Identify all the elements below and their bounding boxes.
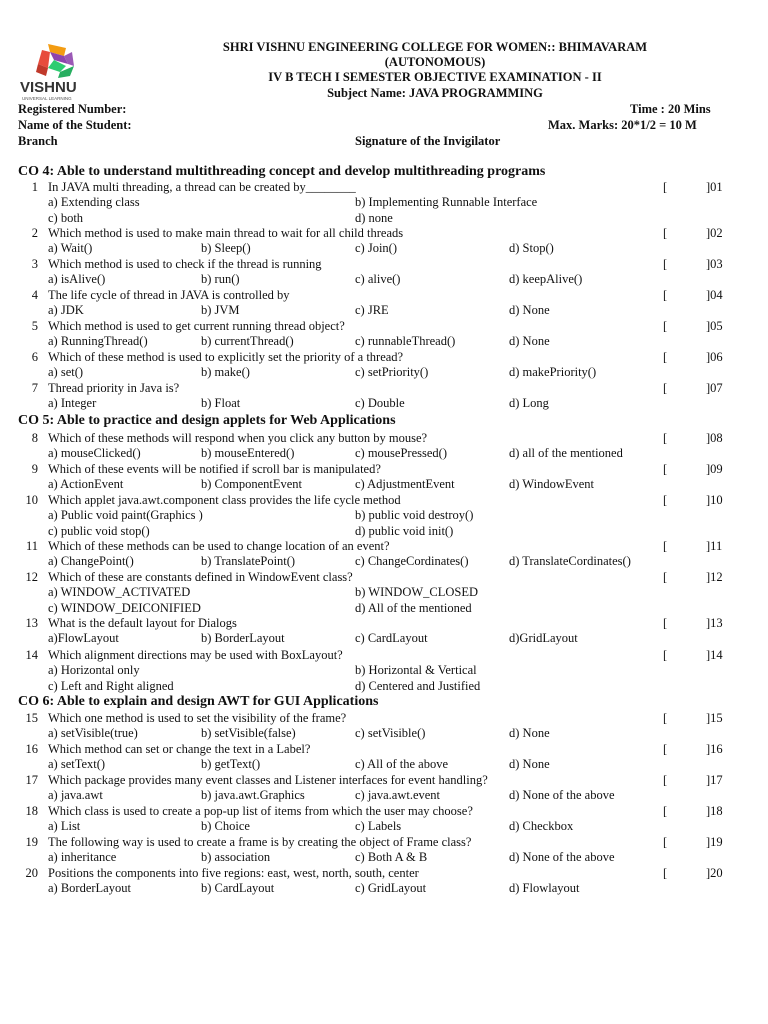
option-c: c) Double: [355, 396, 405, 410]
question-row: [18, 288, 738, 304]
question-number: 2: [31, 226, 38, 240]
answer-bracket-open: [: [663, 431, 668, 445]
answer-bracket-open: [: [663, 350, 668, 364]
answer-bracket-open: [: [663, 319, 668, 333]
option-a: a) Public void paint(Graphics ): [48, 508, 203, 522]
option-d: d) public void init(): [355, 524, 454, 538]
option-c: c) ChangeCordinates(): [355, 554, 469, 568]
question-number: 5: [31, 319, 38, 333]
answer-bracket-ref: ]04: [706, 288, 723, 302]
option-b: b) Sleep(): [201, 241, 251, 255]
question-row: [18, 462, 738, 478]
svg-text:UNIVERSAL LEARNING: UNIVERSAL LEARNING: [22, 96, 72, 101]
question-number: 18: [25, 804, 38, 818]
question-number: 1: [31, 180, 38, 194]
option-a: a) ChangePoint(): [48, 554, 134, 568]
question-number: 17: [25, 773, 38, 787]
answer-bracket-ref: ]20: [706, 866, 723, 880]
option-c: c) java.awt.event: [355, 788, 441, 802]
option-b: b) Choice: [201, 819, 250, 833]
option-c: c) CardLayout: [355, 631, 428, 645]
option-b: b) WINDOW_CLOSED: [355, 585, 479, 599]
option-d: d) Centered and Justified: [355, 679, 481, 693]
answer-bracket-open: [: [663, 288, 668, 302]
subject-name: Subject Name: JAVA PROGRAMMING: [327, 86, 543, 100]
answer-bracket-ref: ]15: [706, 711, 723, 725]
question-number: 11: [25, 539, 38, 553]
question-text: Which of these methods will respond when you click any button by mouse?: [48, 431, 428, 445]
option-c: c) WINDOW_DEICONIFIED: [48, 601, 201, 615]
option-b: b) ComponentEvent: [201, 477, 303, 491]
question-text: Which of these events will be notified if scroll bar is manipulated?: [48, 462, 381, 476]
answer-bracket-open: [: [663, 648, 668, 662]
svg-text:VISHNU: VISHNU: [20, 79, 77, 96]
option-b: b) make(): [201, 365, 250, 379]
option-a: a) Extending class: [48, 195, 140, 209]
option-d: d) Long: [509, 396, 549, 410]
question-text: In JAVA multi threading, a thread can be created by________: [48, 180, 356, 194]
option-c: c) Left and Right aligned: [48, 679, 174, 693]
option-a: a) JDK: [48, 303, 84, 317]
question-text: Which method can set or change the text in a Label?: [48, 742, 311, 756]
answer-bracket-open: [: [663, 180, 668, 194]
question-text: Which method is used to get current running thread object?: [48, 319, 345, 333]
option-a: a) mouseClicked(): [48, 446, 141, 460]
answer-bracket-open: [: [663, 804, 668, 818]
question-text: Which of these methods can be used to change location of an event?: [48, 539, 390, 553]
option-d: d) Checkbox: [509, 819, 574, 833]
question-number: 6: [31, 350, 38, 364]
option-a: a) setText(): [48, 757, 106, 771]
question-row: [18, 648, 738, 664]
option-a: a) inheritance: [48, 850, 117, 864]
question-number: 9: [31, 462, 38, 476]
option-a: a) isAlive(): [48, 272, 106, 286]
question-row: [18, 570, 738, 586]
question-row: [18, 180, 738, 196]
branch-label: Branch: [18, 134, 58, 148]
question-text: The life cycle of thread in JAVA is controlled by: [48, 288, 290, 302]
option-c: c) GridLayout: [355, 881, 427, 895]
option-b: b) mouseEntered(): [201, 446, 295, 460]
question-number: 13: [25, 616, 38, 630]
question-number: 12: [25, 570, 38, 584]
question-row: [18, 773, 738, 789]
answer-bracket-ref: ]01: [706, 180, 723, 194]
question-number: 8: [31, 431, 38, 445]
option-c: c) alive(): [355, 272, 401, 286]
option-d: d) All of the mentioned: [355, 601, 472, 615]
option-a: a) List: [48, 819, 81, 833]
option-c: c) AdjustmentEvent: [355, 477, 455, 491]
option-b: b) Implementing Runnable Interface: [355, 195, 538, 209]
question-text: Thread priority in Java is?: [48, 381, 180, 395]
option-a: a) BorderLayout: [48, 881, 131, 895]
question-text: What is the default layout for Dialogs: [48, 616, 237, 630]
option-c: c) setVisible(): [355, 726, 426, 740]
option-d: d) None: [509, 726, 550, 740]
option-c: c) setPriority(): [355, 365, 429, 379]
question-row: [18, 539, 738, 555]
co-heading: CO 4: Able to understand multithreading concept and develop multithreading programs: [18, 164, 546, 179]
option-c: c) JRE: [355, 303, 389, 317]
college-logo: [20, 42, 106, 104]
question-text: Which one method is used to set the visibility of the frame?: [48, 711, 347, 725]
answer-bracket-ref: ]02: [706, 226, 723, 240]
option-c: c) both: [48, 211, 84, 225]
answer-bracket-open: [: [663, 711, 668, 725]
exam-title: IV B TECH I SEMESTER OBJECTIVE EXAMINATION - II: [268, 70, 602, 84]
college-name: SHRI VISHNU ENGINEERING COLLEGE FOR WOMEN:: BHIMAVARAM: [222, 40, 648, 54]
option-a: a) Horizontal only: [48, 663, 140, 677]
option-a: a) java.awt: [48, 788, 103, 802]
question-number: 14: [25, 648, 38, 662]
question-number: 10: [25, 493, 38, 507]
question-text: Which of these method is used to explicitly set the priority of a thread?: [48, 350, 404, 364]
option-a: a) WINDOW_ACTIVATED: [48, 585, 191, 599]
option-b: b) TranslatePoint(): [201, 554, 296, 568]
option-c: c) mousePressed(): [355, 446, 447, 460]
option-b: b) setVisible(false): [201, 726, 296, 740]
answer-bracket-ref: ]18: [706, 804, 723, 818]
answer-bracket-ref: ]17: [706, 773, 723, 787]
answer-bracket-open: [: [663, 381, 668, 395]
co-heading: CO 5: Able to practice and design applets for Web Applications: [18, 413, 396, 428]
max-marks-label: Max. Marks: 20*1/2 = 10 M: [548, 118, 697, 132]
answer-bracket-open: [: [663, 462, 668, 476]
option-a: a) ActionEvent: [48, 477, 124, 491]
option-a: a) Integer: [48, 396, 97, 410]
option-d: d)GridLayout: [509, 631, 578, 645]
question-row: [18, 319, 738, 335]
answer-bracket-ref: ]13: [706, 616, 723, 630]
question-row: [18, 226, 738, 242]
answer-bracket-open: [: [663, 570, 668, 584]
option-c: c) Join(): [355, 241, 397, 255]
co-heading: CO 6: Able to explain and design AWT for GUI Applications: [18, 694, 379, 709]
option-b: b) CardLayout: [201, 881, 275, 895]
answer-bracket-ref: ]08: [706, 431, 723, 445]
question-row: [18, 381, 738, 397]
option-c: c) Labels: [355, 819, 402, 833]
answer-bracket-open: [: [663, 742, 668, 756]
answer-bracket-ref: ]06: [706, 350, 723, 364]
option-b: b) java.awt.Graphics: [201, 788, 305, 802]
answer-bracket-ref: ]05: [706, 319, 723, 333]
option-d: d) all of the mentioned: [509, 446, 623, 460]
option-b: b) association: [201, 850, 271, 864]
question-text: Which method is used to check if the thread is running: [48, 257, 322, 271]
answer-bracket-ref: ]03: [706, 257, 723, 271]
option-a: a) Wait(): [48, 241, 93, 255]
answer-bracket-ref: ]09: [706, 462, 723, 476]
option-d: d) None of the above: [509, 788, 615, 802]
option-b: b) Horizontal & Vertical: [355, 663, 477, 677]
question-text: Which applet java.awt.component class provides the life cycle method: [48, 493, 401, 507]
student-name-label: Name of the Student:: [18, 118, 132, 132]
option-b: b) run(): [201, 272, 240, 286]
answer-bracket-open: [: [663, 226, 668, 240]
question-number: 7: [31, 381, 38, 395]
answer-bracket-open: [: [663, 616, 668, 630]
option-b: b) public void destroy(): [355, 508, 474, 522]
option-b: b) currentThread(): [201, 334, 294, 348]
option-b: b) getText(): [201, 757, 261, 771]
autonomous-label: (AUTONOMOUS): [384, 55, 486, 69]
question-number: 20: [25, 866, 38, 880]
option-c: c) All of the above: [355, 757, 449, 771]
answer-bracket-open: [: [663, 835, 668, 849]
option-d: d) none: [355, 211, 393, 225]
option-c: c) runnableThread(): [355, 334, 456, 348]
answer-bracket-ref: ]14: [706, 648, 723, 662]
question-row: [18, 804, 738, 820]
question-text: Which method is used to make main thread to wait for all child threads: [48, 226, 404, 240]
question-text: Which alignment directions may be used with BoxLayout?: [48, 648, 343, 662]
answer-bracket-ref: ]11: [706, 539, 723, 553]
option-d: d) Flowlayout: [509, 881, 580, 895]
question-row: [18, 616, 738, 632]
time-label: Time : 20 Mins: [630, 102, 711, 116]
answer-bracket-ref: ]07: [706, 381, 723, 395]
question-row: [18, 866, 738, 882]
question-number: 19: [25, 835, 38, 849]
question-number: 15: [25, 711, 38, 725]
question-row: [18, 257, 738, 273]
option-d: d) TranslateCordinates(): [509, 554, 631, 568]
question-number: 3: [31, 257, 38, 271]
option-d: d) None of the above: [509, 850, 615, 864]
question-text: The following way is used to create a frame is by creating the object of Frame class?: [48, 835, 472, 849]
option-d: d) makePriority(): [509, 365, 597, 379]
question-row: [18, 493, 738, 509]
question-number: 16: [25, 742, 38, 756]
question-row: [18, 711, 738, 727]
question-text: Which package provides many event classes and Listener interfaces for event handling?: [48, 773, 488, 787]
answer-bracket-ref: ]12: [706, 570, 723, 584]
option-d: d) None: [509, 334, 550, 348]
answer-bracket-open: [: [663, 773, 668, 787]
option-c: c) Both A & B: [355, 850, 428, 864]
option-d: d) keepAlive(): [509, 272, 583, 286]
answer-bracket-ref: ]10: [706, 493, 723, 507]
question-text: Positions the components into five regions: east, west, north, south, center: [48, 866, 419, 880]
option-a: a)FlowLayout: [48, 631, 119, 645]
vishnu-logo-icon: [20, 42, 106, 104]
option-d: d) WindowEvent: [509, 477, 595, 491]
registered-number-label: Registered Number:: [18, 102, 127, 116]
option-d: d) None: [509, 303, 550, 317]
option-b: b) BorderLayout: [201, 631, 285, 645]
option-a: a) set(): [48, 365, 84, 379]
question-text: Which class is used to create a pop-up list of items from which the user may choose?: [48, 804, 473, 818]
option-c: c) public void stop(): [48, 524, 150, 538]
invigilator-signature-label: Signature of the Invigilator: [355, 134, 501, 148]
question-row: [18, 835, 738, 851]
question-text: Which of these are constants defined in WindowEvent class?: [48, 570, 353, 584]
option-a: a) setVisible(true): [48, 726, 138, 740]
answer-bracket-open: [: [663, 493, 668, 507]
question-row: [18, 742, 738, 758]
option-b: b) JVM: [201, 303, 240, 317]
option-d: d) None: [509, 757, 550, 771]
answer-bracket-ref: ]16: [706, 742, 723, 756]
answer-bracket-open: [: [663, 539, 668, 553]
option-d: d) Stop(): [509, 241, 554, 255]
answer-bracket-open: [: [663, 257, 668, 271]
option-b: b) Float: [201, 396, 241, 410]
question-row: [18, 350, 738, 366]
option-a: a) RunningThread(): [48, 334, 148, 348]
question-number: 4: [31, 288, 38, 302]
answer-bracket-ref: ]19: [706, 835, 723, 849]
answer-bracket-open: [: [663, 866, 668, 880]
question-row: [18, 431, 738, 447]
